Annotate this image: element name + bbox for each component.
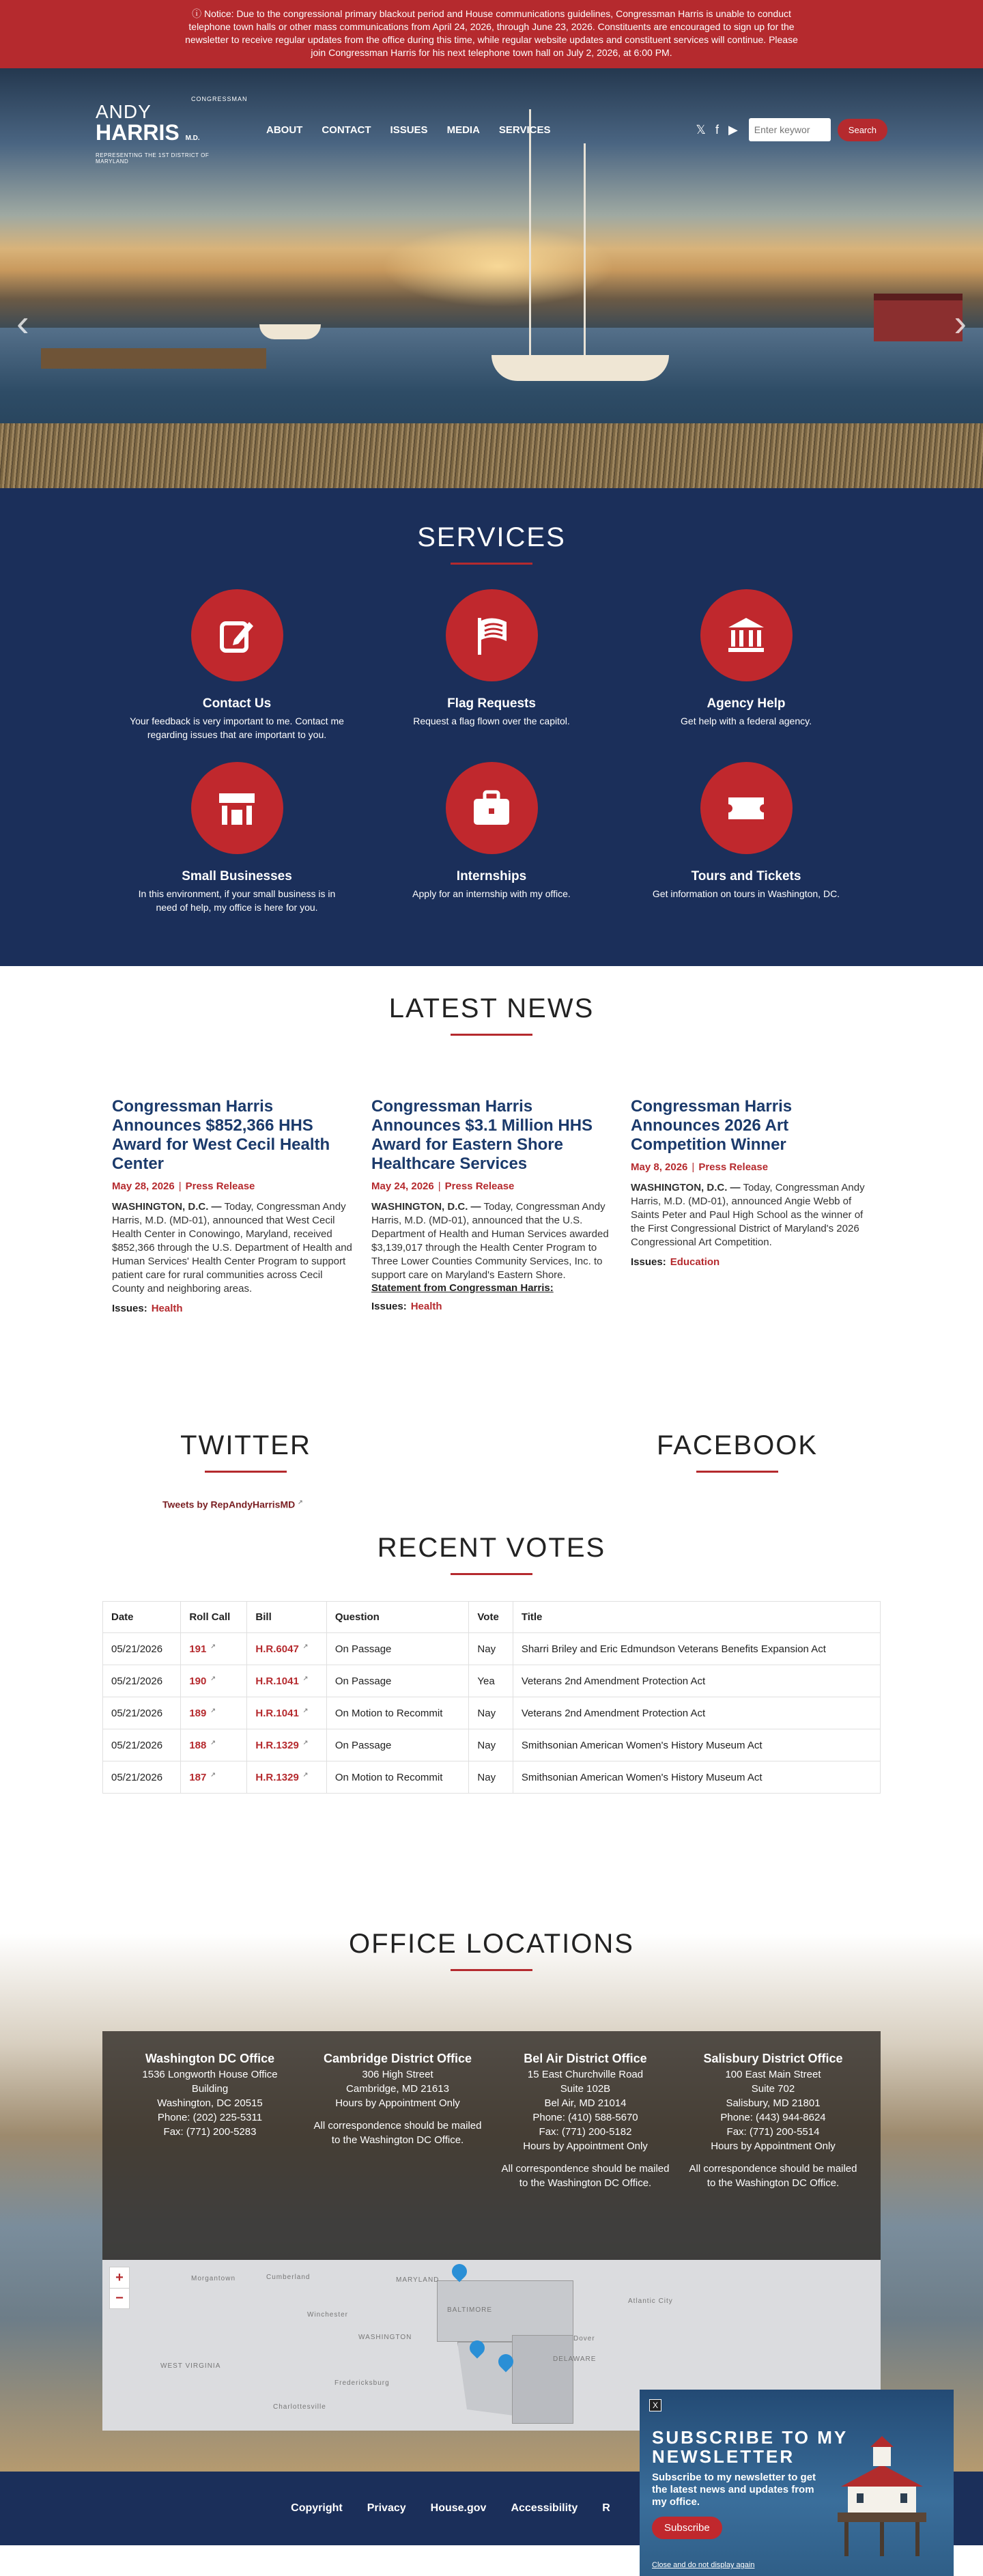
roll-call-link[interactable]: 189 ↗ [181,1697,247,1729]
vote-value: Yea [469,1665,513,1697]
vote-date: 05/21/2026 [103,1633,181,1665]
close-icon[interactable]: X [649,2399,661,2411]
office-fax: Fax: (771) 200-5514 [726,2126,820,2138]
edit-icon [191,589,283,681]
office-locations-section [0,1860,983,2472]
news-dateline: WASHINGTON, D.C. — [631,1182,741,1193]
hero-dock [41,348,266,369]
service-desc: Request a flag flown over the capitol. [413,716,570,726]
issues-label: Issues: [112,1303,147,1314]
news-item: Congressman Harris Announces $3.1 Million HHS Award for Eastern Shore Healthcare Services May 24, 2026 | Press Release WASHINGTON, D.C. — Today, Congressman Andy Harris, M.D. (MD-01), announced that the U.S. Department of Health and Human Services awarded $3,139,017 through the Health Center Program to Three Lower Counties Community Services, Inc. to support care on Maryland's Eastern Shore. Statement from Congressman Harris: Issues: Health [371,1097,612,1314]
vote-title: Smithsonian American Women's History Museum Act [513,1729,880,1761]
table-row [103,1665,881,1697]
main-nav [266,124,551,136]
office-line: 306 High Street [362,2069,433,2080]
office-name: Cambridge District Office [323,2052,472,2065]
service-title: Internships [456,869,527,883]
office-phone: Phone: (410) 588-5670 [532,2112,638,2123]
vote-value: Nay [469,1729,513,1761]
external-link-icon: ↗ [210,1739,216,1746]
service-desc: Get help with a federal agency. [681,716,812,726]
news-type-link[interactable]: Press Release [185,1180,255,1192]
title-divider [451,1034,532,1036]
bill-link[interactable]: H.R.1041 ↗ [247,1665,326,1697]
flag-icon [446,589,538,681]
offices-title: OFFICE LOCATIONS [349,1929,634,1959]
service-title: Agency Help [707,696,786,711]
service-tours-tickets[interactable] [619,762,874,914]
footer-link-truncated[interactable]: R [602,2502,610,2514]
external-link-icon: ↗ [302,1739,309,1746]
office-line: Suite 702 [751,2083,795,2095]
service-title: Flag Requests [447,696,536,711]
nav-contact[interactable]: CONTACT [322,124,371,136]
map-label: WASHINGTON [358,2334,412,2341]
news-date: May 24, 2026 [371,1180,434,1192]
col-date: Date [103,1602,181,1633]
briefcase-icon [446,762,538,854]
map-label: Atlantic City [628,2297,673,2305]
service-title: Contact Us [202,696,272,711]
store-icon [191,762,283,854]
external-link-icon: ↗ [302,1643,309,1650]
map-label: BALTIMORE [447,2306,493,2314]
title-divider [451,563,532,565]
title-divider [696,1471,778,1473]
votes-title: RECENT VOTES [377,1533,606,1563]
bill-link[interactable]: H.R.1041 ↗ [247,1697,326,1729]
external-link-icon: ↗ [210,1675,216,1682]
recent-votes-section [0,1533,983,1860]
news-dateline: WASHINGTON, D.C. — [371,1201,481,1213]
map-label: WEST VIRGINIA [160,2362,221,2370]
col-bill: Bill [247,1602,326,1633]
service-desc: Apply for an internship with my office. [412,888,571,899]
roll-call-link[interactable]: 191 ↗ [181,1633,247,1665]
facebook-title: FACEBOOK [656,1430,818,1460]
bill-link[interactable]: H.R.1329 ↗ [247,1761,326,1794]
news-date: May 8, 2026 [631,1161,688,1173]
building-icon [700,589,793,681]
map-label: Cumberland [266,2274,311,2281]
office-line: 100 East Main Street [725,2069,821,2080]
col-title: Title [513,1602,880,1633]
office-washington-dc [116,2052,304,2260]
table-row [103,1729,881,1761]
office-cambridge [304,2052,492,2260]
service-title: Small Businesses [182,869,292,883]
nav-media[interactable]: MEDIA [446,124,480,136]
office-hours: Hours by Appointment Only [711,2140,836,2152]
service-internships[interactable] [365,762,619,914]
votes-header-row [103,1602,881,1633]
table-row [103,1633,881,1665]
vote-question: On Motion to Recommit [326,1761,469,1794]
hero-sun [382,225,614,307]
service-small-businesses[interactable] [110,762,365,914]
map-zoom-control [109,2267,130,2309]
office-list [102,2031,881,2260]
search-button[interactable]: Search [838,119,887,141]
external-link-icon: ↗ [298,1499,303,1505]
footer-privacy[interactable]: Privacy [367,2502,406,2514]
roll-call-link[interactable]: 187 ↗ [181,1761,247,1794]
facebook-column [601,1430,874,1473]
logo-last-name: HARRIS [96,119,180,145]
issue-link[interactable]: Health [151,1303,183,1314]
vote-title: Sharri Briley and Eric Edmundson Veterans Benefits Expansion Act [513,1633,880,1665]
issue-link[interactable]: Education [670,1256,720,1268]
vote-date: 05/21/2026 [103,1665,181,1697]
vote-title: Smithsonian American Women's History Museum Act [513,1761,880,1794]
office-line: Cambridge, MD 21613 [346,2083,449,2095]
news-title: LATEST NEWS [388,993,595,1023]
news-item: Congressman Harris Announces 2026 Art Competition Winner May 8, 2026 | Press Release WASHINGTON, D.C. — Today, Congressman Andy Harris, M.D. (MD-01), announced Angie Webb of Saints Peter and Paul High School as the winner of the First Congressional District of Maryland's 2026 Congressional Art Competition. Issues: Education [631,1097,865,1268]
office-line: Bel Air, MD 21014 [544,2097,627,2109]
news-headline-link[interactable]: Congressman Harris Announces $3.1 Million HHS Award for Eastern Shore Healthcare Services [371,1097,593,1173]
vote-value: Nay [469,1633,513,1665]
external-link-icon: ↗ [210,1771,216,1778]
service-agency-help[interactable] [619,589,874,741]
office-hours: Hours by Appointment Only [523,2140,648,2152]
tweets-link[interactable] [162,1499,303,1510]
service-flag-requests[interactable] [365,589,619,741]
hero-mast [584,143,586,362]
services-section [0,488,983,966]
hero-boat [259,324,321,339]
office-hours: Hours by Appointment Only [335,2097,460,2109]
col-roll-call: Roll Call [181,1602,247,1633]
issues-label: Issues: [371,1301,407,1312]
office-bel-air [492,2052,679,2260]
map-region-delmarva [512,2335,573,2424]
map-label: DELAWARE [553,2355,597,2363]
logo-tagline: REPRESENTING THE 1ST DISTRICT OF MARYLAND [96,152,210,165]
vote-title: Veterans 2nd Amendment Protection Act [513,1697,880,1729]
dismiss-link[interactable]: Close and do not display again [652,2561,755,2569]
vote-question: On Passage [326,1665,469,1697]
map-label: MARYLAND [396,2276,440,2284]
office-note: All correspondence should be mailed to the Washington DC Office. [313,2120,482,2146]
office-name: Bel Air District Office [524,2052,647,2065]
title-divider [451,1969,532,1971]
external-link-icon: ↗ [302,1771,309,1778]
news-body: Today, Congressman Andy Harris, M.D. (MD-01), announced that the U.S. Department of Health and Human Services awarded $3,139,017 through the Health Center Program to Three Lower Counties Community Services, Inc. to support care on Maryland's Eastern Shore. [371,1201,609,1281]
col-question: Question [326,1602,469,1633]
map-label: Morgantown [191,2275,236,2282]
office-name: Salisbury District Office [703,2052,843,2065]
news-dateline: WASHINGTON, D.C. — [112,1201,222,1213]
service-contact-us[interactable] [110,589,365,741]
footer-house-gov[interactable]: House.gov [430,2502,487,2514]
bill-link[interactable]: H.R.6047 ↗ [247,1633,326,1665]
map-label: Dover [573,2335,595,2343]
news-body: Today, Congressman Andy Harris, M.D. (MD-01), announced Angie Webb of Saints Peter and Paul High School as the winner of the First Congressional District of Maryland's 2026 Congressional Art Competition. [631,1182,865,1248]
hero-building [874,294,963,341]
news-headline-link[interactable]: Congressman Harris Announces 2026 Art Competition Winner [631,1097,793,1154]
office-phone: Phone: (202) 225-5311 [157,2112,263,2123]
news-headline-link[interactable]: Congressman Harris Announces $852,366 HHS Award for West Cecil Health Center [112,1097,330,1173]
vote-value: Nay [469,1697,513,1729]
vote-date: 05/21/2026 [103,1697,181,1729]
news-statement: Statement from Congressman Harris: [371,1282,554,1294]
table-row [103,1697,881,1729]
vote-value: Nay [469,1761,513,1794]
news-date: May 28, 2026 [112,1180,175,1192]
zoom-out-button[interactable]: − [110,2288,129,2308]
title-divider [451,1573,532,1575]
external-link-icon: ↗ [302,1675,309,1682]
issues-label: Issues: [631,1256,666,1268]
nav-services[interactable]: SERVICES [498,124,551,136]
service-desc: Your feedback is very important to me. Contact me regarding issues that are important to you. [130,716,344,740]
map-pin-icon[interactable] [448,2261,470,2282]
title-divider [205,1471,287,1473]
issue-link[interactable]: Health [410,1301,442,1312]
office-line: 1536 Longworth House Office Building [142,2069,278,2095]
map-label: Fredericksburg [334,2379,390,2387]
newsletter-desc: Subscribe to my newsletter to get the latest news and updates from my office. [652,2472,816,2508]
chevron-right-icon[interactable]: › [954,301,967,344]
roll-call-link[interactable]: 188 ↗ [181,1729,247,1761]
newsletter-title: SUBSCRIBE TO MY NEWSLETTER [652,2427,848,2467]
office-line: Suite 102B [560,2083,611,2095]
office-fax: Fax: (771) 200-5182 [539,2126,632,2138]
logo-suffix: M.D. [185,134,200,142]
facebook-icon[interactable]: f [715,122,719,137]
service-title: Tours and Tickets [691,869,801,883]
hero-grass [0,423,983,488]
social-links [696,123,737,137]
votes-table [102,1601,881,1794]
service-desc: In this environment, if your small business is in need of help, my office is here for you. [138,888,336,913]
vote-title: Veterans 2nd Amendment Protection Act [513,1665,880,1697]
nav-issues[interactable]: ISSUES [390,124,428,136]
services-title: SERVICES [417,522,566,552]
news-item: Congressman Harris Announces $852,366 HHS Award for West Cecil Health Center May 28, 2026 | Press Release WASHINGTON, D.C. — Today, Congressman Andy Harris, M.D. (MD-01), announced that West Cecil Health Center in Conowingo, Maryland, received $852,366 through the U.S. Department of Health and Human Services' Health Center Program to support patient care for rural communities across Cecil County and neighboring areas. Issues: Health [112,1097,352,1314]
tweets-link-text: Tweets by RepAndyHarrisMD [162,1499,296,1510]
site-logo[interactable] [96,95,248,165]
roll-call-link[interactable]: 190 ↗ [181,1665,247,1697]
office-note: All correspondence should be mailed to the Washington DC Office. [501,2163,670,2189]
vote-date: 05/21/2026 [103,1761,181,1794]
office-line: Salisbury, MD 21801 [726,2097,821,2109]
service-desc: Get information on tours in Washington, DC. [652,888,840,899]
office-line: Washington, DC 20515 [157,2097,263,2109]
x-twitter-icon[interactable]: 𝕏 [696,122,706,137]
hero-boat [492,355,669,381]
map-label: Winchester [307,2311,349,2319]
external-link-icon: ↗ [302,1707,309,1714]
site-header [0,96,983,164]
bill-link[interactable]: H.R.1329 ↗ [247,1729,326,1761]
subscribe-button[interactable]: Subscribe [652,2517,722,2539]
map-label: Charlottesville [273,2403,326,2411]
office-salisbury [679,2052,867,2260]
office-note: All correspondence should be mailed to the Washington DC Office. [689,2163,857,2189]
office-name: Washington DC Office [145,2052,275,2065]
zoom-in-button[interactable]: + [115,2269,124,2285]
notice-text: ⓘ Notice: Due to the congressional primary blackout period and House communications guidelines, Congressman Harris is unable to conduct telephone town halls or other mass communications from April 24, 2026, through June 23, 2026. Constituents are encouraged to sign up for the newsletter to receive regular updates from the office during this time, while regular website updates and constituent services will continue. Please join Congressman Harris for his next telephone town hall on July 2, 2026, at 6:00 PM. [185,8,798,58]
vote-question: On Passage [326,1729,469,1761]
table-row [103,1761,881,1794]
twitter-title: TWITTER [180,1430,311,1460]
youtube-icon[interactable]: ▶ [728,122,738,137]
newsletter-popup [640,2390,954,2576]
office-phone: Phone: (443) 944-8624 [720,2112,826,2123]
news-type-link[interactable]: Press Release [698,1161,769,1173]
logo-congressman: CONGRESSMAN [191,95,248,102]
hero-banner [0,68,983,488]
external-link-icon: ↗ [210,1707,216,1714]
vote-question: On Motion to Recommit [326,1697,469,1729]
notice-banner [0,0,983,68]
news-body: Today, Congressman Andy Harris, M.D. (MD-01), announced that West Cecil Health Center in Conowingo, Maryland, received $852,366 through the U.S. Department of Health and Human Services' Health Center Program to support patient care for rural communities across Cecil County and neighboring areas. [112,1201,352,1294]
office-line: 15 East Churchville Road [527,2069,644,2080]
logo-first-name: ANDY [96,100,152,122]
twitter-column [109,1430,382,1473]
search-input[interactable] [749,118,831,141]
lighthouse-illustration [831,2431,933,2560]
latest-news-section [0,966,983,1430]
vote-date: 05/21/2026 [103,1729,181,1761]
col-vote: Vote [469,1602,513,1633]
nav-about[interactable]: ABOUT [266,124,303,136]
social-feeds-section [0,1430,983,1533]
office-fax: Fax: (771) 200-5283 [163,2126,257,2138]
ticket-icon [700,762,793,854]
footer-copyright[interactable]: Copyright [291,2502,343,2514]
external-link-icon: ↗ [210,1643,216,1650]
vote-question: On Passage [326,1633,469,1665]
news-type-link[interactable]: Press Release [444,1180,515,1192]
chevron-left-icon[interactable]: ‹ [16,301,29,344]
footer-accessibility[interactable]: Accessibility [511,2502,578,2514]
